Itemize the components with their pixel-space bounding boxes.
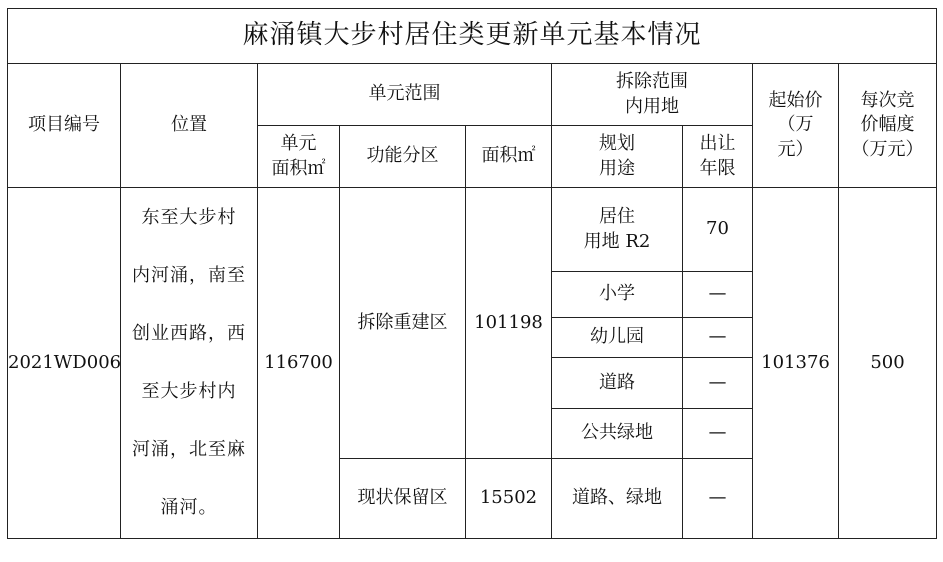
cell-location: 东至大步村 内河涌，南至 创业西路，西 至大步村内 河涌，北至麻 涌河。 [121, 188, 258, 539]
cell-term-primary-school: — [683, 272, 753, 318]
cell-zone-demolish: 拆除重建区 [340, 188, 466, 459]
header-bid-increment: 每次竞 价幅度 （万元） [839, 64, 937, 188]
cell-term-residential: 70 [683, 188, 753, 272]
cell-start-price: 101376 [753, 188, 839, 539]
header-location: 位置 [121, 64, 258, 188]
cell-use-road-green: 道路、绿地 [552, 459, 683, 539]
cell-use-kindergarten: 幼儿园 [552, 318, 683, 358]
cell-use-residential: 居住 用地 R2 [552, 188, 683, 272]
cell-use-public-green: 公共绿地 [552, 409, 683, 459]
cell-project-no: 2021WD006 [8, 188, 121, 539]
header-area: 面积㎡ [466, 126, 552, 188]
header-function-zone: 功能分区 [340, 126, 466, 188]
header-unit-scope: 单元范围 [258, 64, 552, 126]
cell-term-road: — [683, 358, 753, 409]
cell-term-road-green: — [683, 459, 753, 539]
cell-use-road: 道路 [552, 358, 683, 409]
header-lease-term: 出让 年限 [683, 126, 753, 188]
cell-term-public-green: — [683, 409, 753, 459]
header-start-price: 起始价 （万 元） [753, 64, 839, 188]
cell-zone-retain: 现状保留区 [340, 459, 466, 539]
table-title: 麻涌镇大步村居住类更新单元基本情况 [8, 9, 937, 64]
cell-zone-retain-area: 15502 [466, 459, 552, 539]
header-unit-area: 单元 面积㎡ [258, 126, 340, 188]
header-planned-use: 规划 用途 [552, 126, 683, 188]
header-project-no: 项目编号 [8, 64, 121, 188]
cell-unit-area: 116700 [258, 188, 340, 539]
cell-bid-increment: 500 [839, 188, 937, 539]
header-demolish-scope: 拆除范围 内用地 [552, 64, 753, 126]
cell-zone-demolish-area: 101198 [466, 188, 552, 459]
cell-use-primary-school: 小学 [552, 272, 683, 318]
land-info-table [7, 8, 937, 539]
cell-term-kindergarten: — [683, 318, 753, 358]
